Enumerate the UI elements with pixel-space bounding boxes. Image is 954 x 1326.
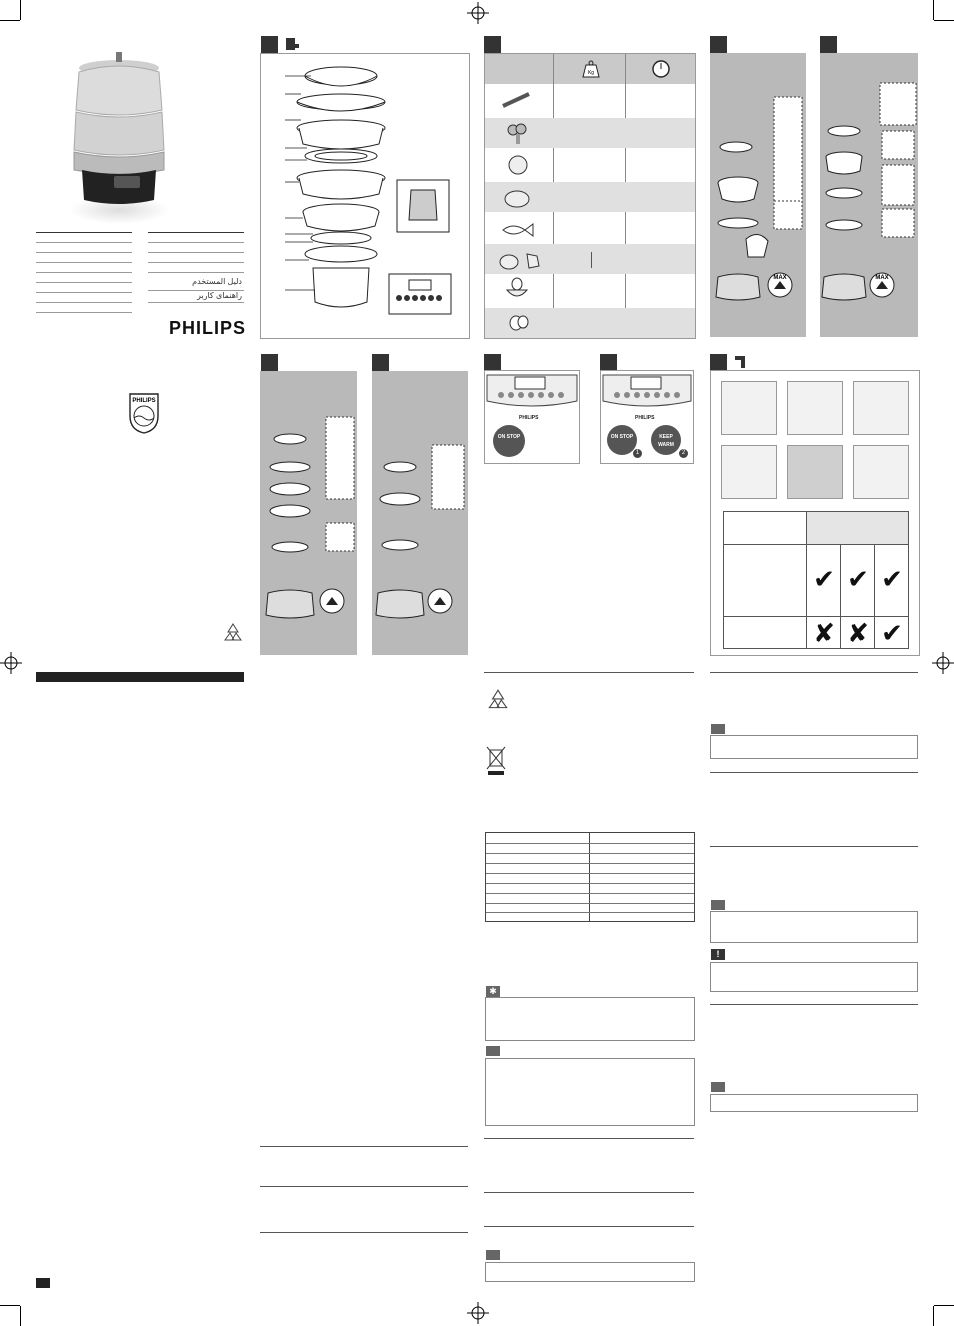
divider [36, 312, 132, 313]
crop-mark [0, 20, 20, 21]
divider [36, 232, 132, 233]
check-icon: ✔ [881, 564, 903, 594]
chicken-icon [501, 186, 533, 210]
asparagus-icon [499, 88, 535, 112]
step-marker [484, 36, 501, 53]
recycle-icon [222, 622, 244, 644]
registration-target [467, 2, 489, 24]
svg-text:MAX: MAX [875, 275, 889, 281]
note-box [485, 1262, 695, 1282]
note-icon [711, 724, 725, 734]
step-marker [710, 354, 727, 371]
divider [36, 242, 132, 243]
control-panel-on-stop [484, 370, 580, 464]
row-divider [486, 903, 694, 904]
crop-mark [934, 20, 954, 21]
divider [36, 262, 132, 263]
rice-steam-panel [260, 371, 357, 655]
recycle-icon [486, 688, 510, 712]
section-rule [260, 1186, 468, 1187]
cross-icon: ✘ [813, 618, 835, 648]
warning-icon: ! [711, 949, 725, 960]
cleaning-step-image [853, 445, 909, 499]
col-divider [589, 833, 590, 921]
weee-bin-icon [486, 746, 506, 776]
row-divider [486, 912, 694, 913]
step-number: 2 [679, 449, 688, 458]
note-icon [711, 900, 725, 910]
crop-mark [0, 1305, 20, 1306]
step-marker [261, 354, 278, 371]
egg-steam-panel [372, 371, 468, 655]
brand-small: PHILIPS [519, 415, 539, 421]
row-divider [486, 853, 694, 854]
row-divider [486, 873, 694, 874]
steam-assembly-diagram [820, 53, 918, 337]
broccoli-icon [505, 122, 531, 146]
divider [36, 272, 132, 273]
keep-warm-button[interactable]: KEEP WARM [651, 425, 681, 455]
cleaning-step-image [787, 445, 843, 499]
header-row-bg [807, 512, 908, 544]
note-icon [486, 1250, 500, 1260]
registration-target [467, 1302, 489, 1324]
control-panel-diagram [601, 371, 693, 411]
section-rule [710, 672, 918, 673]
rice-divider [591, 252, 592, 268]
brand-logo: PHILIPS [168, 318, 246, 338]
divider [36, 252, 132, 253]
tap-icon [733, 354, 749, 370]
cleaning-step-image [787, 381, 843, 435]
steam-assembly-panel-2 [820, 53, 918, 337]
note-box [710, 1094, 918, 1112]
crop-mark [20, 1306, 21, 1326]
crop-mark [20, 0, 21, 20]
steam-assembly-diagram [710, 53, 806, 337]
weight-icon [581, 59, 601, 79]
cauliflower-icon [505, 154, 531, 178]
row-divider [486, 863, 694, 864]
divider [148, 242, 244, 243]
divider [148, 262, 244, 263]
fish-icon [499, 220, 535, 240]
section-rule [484, 1138, 694, 1139]
row-divider [486, 893, 694, 894]
registration-target [0, 652, 22, 674]
note-box [710, 911, 918, 943]
food-table-panel [484, 53, 696, 339]
control-panel-diagram [485, 371, 579, 411]
check-icon: ✔ [881, 618, 903, 648]
section-rule [710, 1004, 918, 1005]
note-icon [711, 1082, 725, 1092]
divider [148, 232, 244, 233]
cleaning-step-image [853, 381, 909, 435]
crop-mark [933, 0, 934, 20]
check-icon: ✔ [847, 564, 869, 594]
parts-diagram-panel [260, 53, 470, 339]
divider [36, 282, 132, 283]
note-icon [486, 1046, 500, 1056]
step-marker [372, 354, 389, 371]
steamer-parts-diagram [261, 54, 469, 338]
row-divider [486, 843, 694, 844]
registration-target [932, 652, 954, 674]
step-marker [261, 36, 278, 53]
timer-icon [650, 58, 672, 80]
warning-box [710, 962, 918, 992]
row-divider [724, 616, 908, 617]
section-rule [484, 1226, 694, 1227]
control-panel-keep-warm [600, 370, 694, 464]
page-number-block [36, 1278, 50, 1288]
product-photo [64, 50, 174, 225]
step-marker [710, 36, 727, 53]
row-divider [486, 883, 694, 884]
section-rule [710, 846, 918, 847]
svg-text:Kg: Kg [587, 70, 595, 76]
language-arabic: دليل المستخدم [192, 277, 242, 286]
divider [148, 272, 244, 273]
step-marker [484, 354, 501, 371]
svg-text:PHILIPS: PHILIPS [132, 398, 156, 404]
philips-shield-logo [128, 392, 160, 434]
section-rule [260, 1232, 468, 1233]
egg-poach-icon [501, 276, 533, 304]
divider [36, 292, 132, 293]
tip-box [485, 997, 695, 1041]
cleaning-table [723, 511, 909, 649]
section-rule [260, 1146, 468, 1147]
step-number: 1 [633, 449, 642, 458]
on-stop-button[interactable]: ON STOP [607, 425, 637, 455]
brand-small: PHILIPS [635, 415, 655, 421]
language-persian: راهنمای کاربر [196, 291, 242, 300]
hand-icon [284, 36, 300, 52]
section-rule [710, 772, 918, 773]
crop-mark [933, 1306, 934, 1326]
cross-icon: ✘ [847, 618, 869, 648]
rice-icon [497, 250, 543, 272]
divider [36, 302, 132, 303]
crop-mark [934, 1305, 954, 1306]
section-rule [484, 1192, 694, 1193]
spec-table [485, 832, 695, 922]
tip-icon: ✱ [486, 986, 500, 997]
step-marker [600, 354, 617, 371]
divider [148, 252, 244, 253]
on-stop-button[interactable]: ON STOP [493, 425, 525, 457]
rice-steam-diagram [260, 371, 357, 655]
note-box [485, 1058, 695, 1126]
divider [148, 302, 244, 303]
steam-assembly-panel-1 [710, 53, 806, 337]
eggs-icon [507, 312, 531, 332]
note-box [710, 735, 918, 759]
step-marker [820, 36, 837, 53]
row-divider [724, 544, 908, 545]
cleaning-panel [710, 370, 920, 656]
svg-text:MAX: MAX [773, 275, 787, 281]
egg-steam-diagram [372, 371, 468, 655]
black-bar [36, 672, 244, 682]
cleaning-step-image [721, 445, 777, 499]
section-rule [484, 672, 694, 673]
check-icon: ✔ [813, 564, 835, 594]
cleaning-step-image [721, 381, 777, 435]
